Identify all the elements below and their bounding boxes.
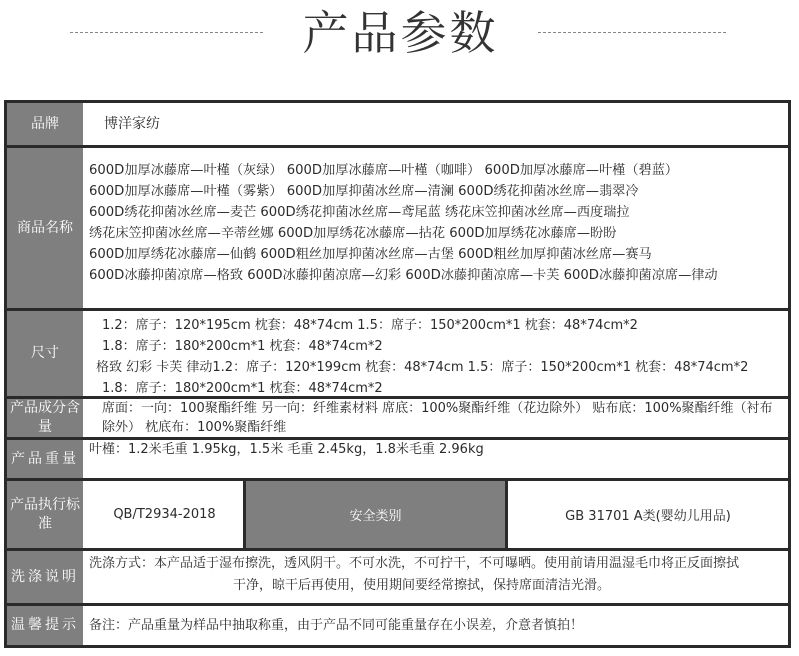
product-names-value: [86, 148, 788, 308]
size-line: 1.8：席子：180*200cm*1 枕套：48*74cm*2: [102, 339, 383, 354]
product-params-table: [4, 100, 791, 648]
composition-value: 席面：一向：100聚酯纤维 另一向：纤维素材料 席底：100%聚酯纤维（花边除外） 贴布底：100%聚酯纤维（衬布除外） 枕底布：100%聚酯纤维: [102, 401, 773, 435]
size-line: 格致 幻彩 卡芙 律动1.2：席子：120*199cm 枕套：48*74cm 1.5：席子：150*200cm*1 枕套：48*74cm*2: [96, 360, 749, 375]
washing-line: 洗涤方式：本产品适于湿布擦洗，透风阴干。不可水洗，不可拧干，不可曝晒。使用前请用温湿毛巾将正反面擦拭: [89, 556, 740, 571]
washing-label: 洗涤说明: [7, 551, 85, 603]
product-name-line: 600D加厚冰藤席—叶槿（灰绿） 600D加厚冰藤席—叶槿（咖啡） 600D加厚冰藤席—叶槿（碧蓝）: [89, 163, 679, 178]
row-standard: [7, 481, 788, 548]
row-washing: [7, 551, 788, 603]
row-size: [7, 311, 788, 396]
product-name-line: 600D加厚绣花冰藤席—仙鹤 600D粗丝加厚抑菌冰丝席—古堡 600D粗丝加厚抑菌冰丝席—赛马: [89, 247, 652, 262]
reminder-value: 备注：产品重量为样品中抽取称重，由于产品不同可能重量存在小误差，介意者慎拍！: [89, 618, 584, 633]
size-label: 尺寸: [7, 311, 85, 396]
row-reminder: [7, 606, 788, 645]
header-right-rule: [538, 32, 726, 33]
cell-divider: [243, 481, 246, 548]
page-title: 产品参数: [302, 6, 499, 60]
safety-category-label: 安全类别: [246, 481, 505, 548]
product-name-line: 600D绣花抑菌冰丝席—麦芒 600D绣花抑菌冰丝席—鸢尾蓝 绣花床笠抑菌冰丝席—西度瑞拉: [89, 205, 630, 220]
size-line: 1.8：席子：180*200cm*1 枕套：48*74cm*2: [102, 381, 383, 396]
row-weight: [7, 440, 788, 478]
size-value: [86, 311, 788, 396]
composition-label: 产品成分含量: [7, 399, 85, 437]
brand-label: 品牌: [7, 103, 85, 145]
row-product-names: [7, 148, 788, 308]
product-name-line: 600D加厚冰藤席—叶槿（雾紫） 600D加厚抑菌冰丝席—清澜 600D绣花抑菌冰丝席—翡翠冷: [89, 184, 639, 199]
reminder-label: 温馨提示: [7, 606, 85, 645]
washing-value: [86, 551, 788, 603]
safety-category-value: GB 31701 A类(婴幼儿用品): [565, 509, 731, 524]
row-brand: [7, 103, 788, 145]
row-composition: [7, 399, 788, 437]
standard-label: 产品执行标准: [7, 481, 85, 548]
standard-code: QB/T2934-2018: [113, 507, 216, 522]
product-name-line: 绣花床笠抑菌冰丝席—辛蒂丝娜 600D加厚绣花冰藤席—拈花 600D加厚绣花冰藤席—盼盼: [89, 226, 617, 241]
cell-divider: [505, 481, 508, 548]
page-header: [0, 0, 799, 70]
size-line: 1.2：席子：120*195cm 枕套：48*74cm 1.5：席子：150*200cm*1 枕套：48*74cm*2: [102, 318, 638, 333]
product-name-line: 600D冰藤抑菌凉席—格致 600D冰藤抑菌凉席—幻彩 600D冰藤抑菌凉席—卡芙 600D冰藤抑菌凉席—律动: [89, 268, 718, 283]
brand-value: 博洋家纺: [104, 115, 160, 132]
weight-value: 叶槿：1.2米毛重 1.95kg，1.5米 毛重 2.45kg，1.8米毛重 2.96kg: [89, 442, 484, 457]
washing-line: 干净，晾干后再使用，使用期间要经常擦拭，保持席面清洁光滑。: [233, 578, 611, 593]
weight-label: 产品重量: [7, 440, 85, 478]
product-names-label: 商品名称: [7, 148, 85, 308]
header-left-rule: [70, 32, 263, 33]
